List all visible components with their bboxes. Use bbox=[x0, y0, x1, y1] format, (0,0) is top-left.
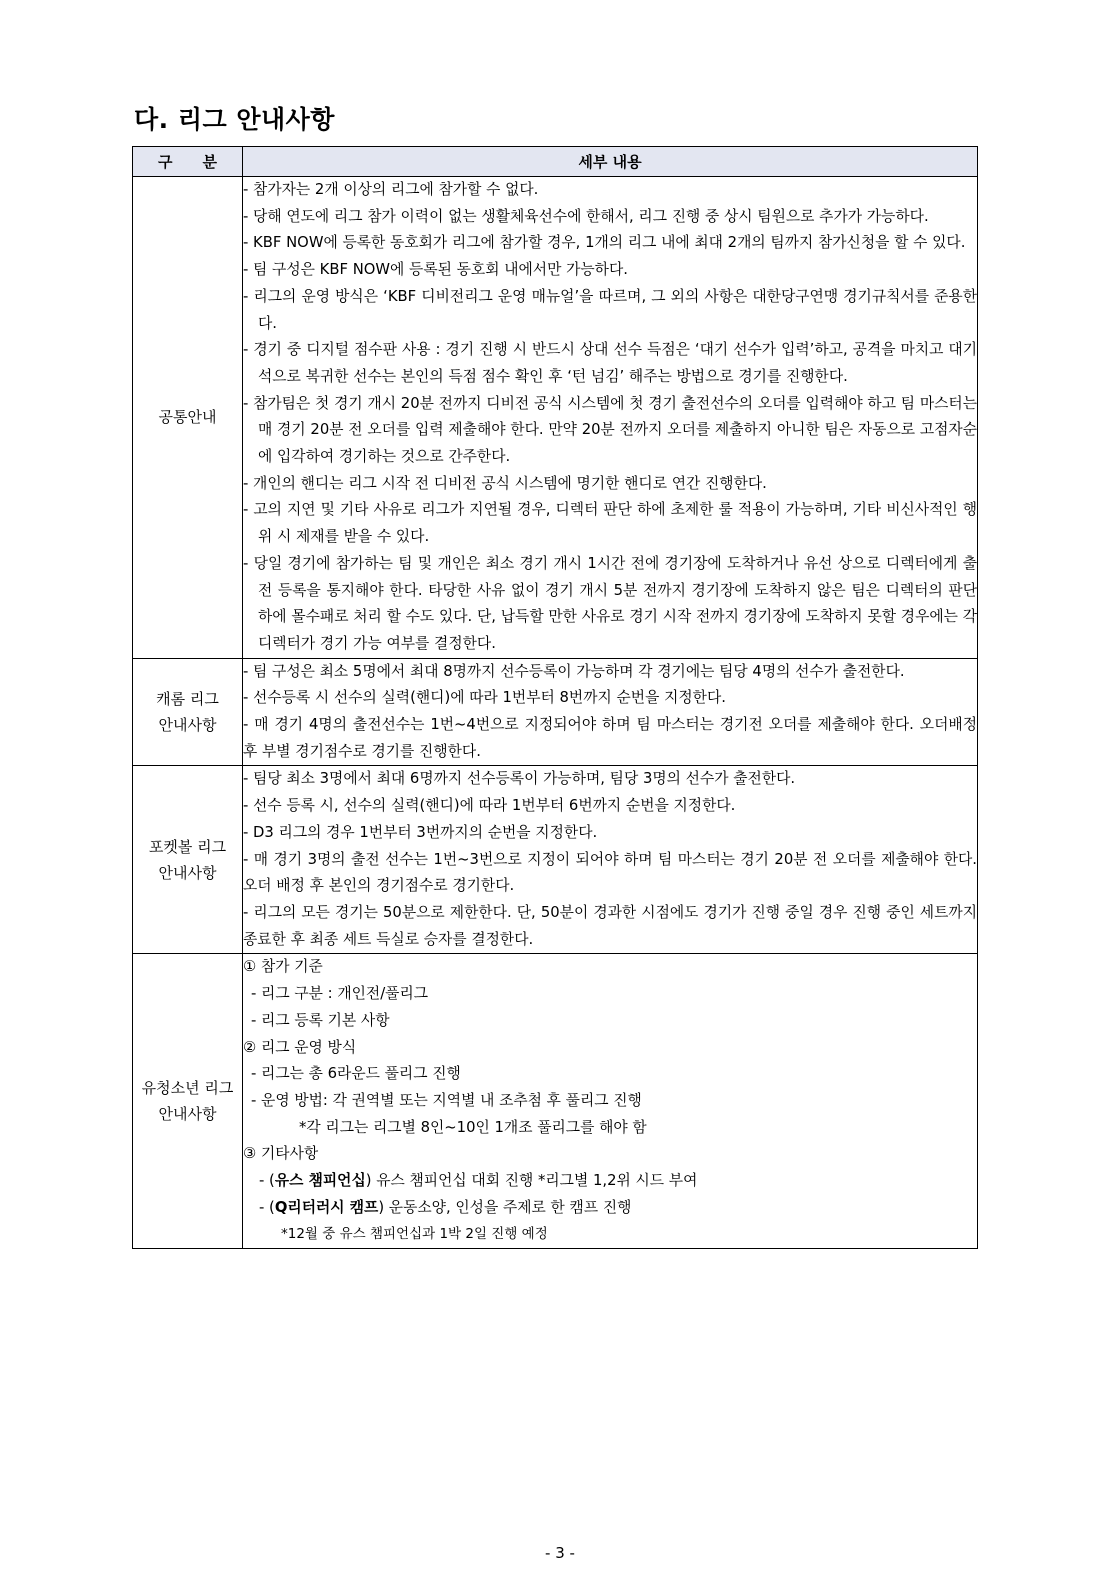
details-pocket bbox=[243, 766, 978, 954]
category-carom-line1: 캐롬 리그 bbox=[156, 690, 219, 709]
common-item: - 당일 경기에 참가하는 팀 및 개인은 최소 경기 개시 1시간 전에 경기장에 도착하거나 유선 상으로 디렉터에게 출전 등록을 통지해야 한다. 타당한 사유 없이 경기 개시 5분 전까지 경기장에 도착하지 않은 팀은 디렉터의 판단 하에 몰수패로 처리 할 수도 있다. 단, 납득할 만한 사유로 경기 시작 전까지 경기장에 도착하지 못할 경우에는 각 디렉터가 경기 가능 여부를 결정한다. bbox=[243, 554, 977, 652]
category-carom-line2: 안내사항 bbox=[158, 716, 217, 735]
common-item: - 리그의 운영 방식은 ‘KBF 디비전리그 운영 매뉴얼’을 따르며, 그 외의 사항은 대한당구연맹 경기규칙서를 준용한다. bbox=[243, 287, 977, 332]
details-carom bbox=[243, 658, 978, 766]
common-item: - 당해 연도에 리그 참가 이력이 없는 생활체육선수에 한해서, 리그 진행 중 상시 팀원으로 추가가 가능하다. bbox=[243, 207, 929, 225]
table-row-common bbox=[133, 177, 978, 659]
category-common: 공통안내 bbox=[133, 177, 243, 659]
championship-open: - ( bbox=[259, 1172, 275, 1190]
table-row-carom bbox=[133, 658, 978, 766]
league-guide-table bbox=[132, 146, 978, 1249]
camp-open: - ( bbox=[259, 1198, 275, 1216]
page-number: - 3 - bbox=[545, 1544, 575, 1562]
pocket-item: - 선수 등록 시, 선수의 실력(핸디)에 따라 1번부터 6번까지 순번을 지정한다. bbox=[243, 797, 736, 815]
youth-criteria-item: - 리그 등록 기본 사항 bbox=[251, 1011, 390, 1029]
common-item: - KBF NOW에 등록한 동호회가 리그에 참가할 경우, 1개의 리그 내에 최대 2개의 팀까지 참가신청을 할 수 있다. bbox=[243, 234, 966, 252]
pocket-item: - D3 리그의 경우 1번부터 3번까지의 순번을 지정한다. bbox=[243, 823, 598, 841]
common-item: - 팀 구성은 KBF NOW에 등록된 동호회 내에서만 가능하다. bbox=[243, 261, 628, 279]
youth-camp-item bbox=[243, 1195, 977, 1222]
category-carom bbox=[133, 658, 243, 766]
common-item: - 경기 중 디지털 점수판 사용 : 경기 진행 시 반드시 상대 선수 득점은 ‘대기 선수가 입력’하고, 공격을 마치고 대기석으로 복귀한 선수는 본인의 득점 점수 확인 후 ‘턴 넘김’ 해주는 방법으로 경기를 진행한다. bbox=[243, 341, 977, 385]
championship-name: 유스 챔피언십 bbox=[274, 1172, 366, 1190]
youth-criteria-heading: ① 참가 기준 bbox=[243, 958, 323, 976]
carom-item: - 매 경기 4명의 출전선수는 1번~4번으로 지정되어야 하며 팀 마스터는 경기전 오더를 제출해야 한다. 오더배정 후 부별 경기점수로 경기를 진행한다. bbox=[243, 716, 977, 760]
championship-rest: ) 유스 챔피언십 대회 진행 *리그별 1,2위 시드 부여 bbox=[365, 1172, 698, 1190]
camp-name: Q리터러시 캠프 bbox=[274, 1198, 379, 1216]
table-row-youth bbox=[133, 954, 978, 1249]
youth-operation-item: - 운영 방법: 각 권역별 또는 지역별 내 조추첨 후 풀리그 진행 bbox=[251, 1091, 642, 1109]
youth-camp-note: *12월 중 유스 챔피언십과 1박 2일 진행 예정 bbox=[281, 1226, 548, 1243]
youth-operation-item: - 리그는 총 6라운드 풀리그 진행 bbox=[251, 1065, 461, 1083]
carom-item: - 팀 구성은 최소 5명에서 최대 8명까지 선수등록이 가능하며 각 경기에는 팀당 4명의 선수가 출전한다. bbox=[243, 662, 905, 680]
common-item: - 참가자는 2개 이상의 리그에 참가할 수 없다. bbox=[243, 181, 539, 198]
section-title: 다. 리그 안내사항 bbox=[134, 105, 335, 134]
category-youth-line1: 유청소년 리그 bbox=[141, 1079, 234, 1098]
pocket-item: - 팀당 최소 3명에서 최대 6명까지 선수등록이 가능하며, 팀당 3명의 선수가 출전한다. bbox=[243, 770, 796, 788]
category-pocket-line2: 안내사항 bbox=[158, 863, 217, 882]
youth-etc-heading: ③ 기타사항 bbox=[243, 1145, 319, 1163]
header-details: 세부 내용 bbox=[243, 147, 978, 177]
youth-operation-heading: ② 리그 운영 방식 bbox=[243, 1038, 357, 1056]
carom-item: - 선수등록 시 선수의 실력(핸디)에 따라 1번부터 8번까지 순번을 지정한다. bbox=[243, 689, 726, 707]
header-category: 구 분 bbox=[133, 147, 243, 177]
details-common bbox=[243, 177, 978, 659]
table-row-pocket bbox=[133, 766, 978, 954]
common-item: - 고의 지연 및 기타 사유로 리그가 지연될 경우, 디렉터 판단 하에 초제한 룰 적용이 가능하며, 기타 비신사적인 행위 시 제재를 받을 수 있다. bbox=[243, 501, 977, 546]
camp-rest: ) 운동소양, 인성을 주제로 한 캠프 진행 bbox=[378, 1198, 632, 1216]
common-item: - 참가팀은 첫 경기 개시 20분 전까지 디비전 공식 시스템에 첫 경기 출전선수의 오더를 입력해야 하고 팀 마스터는 매 경기 20분 전 오더를 입력 제출해야 한다. 만약 20분 전까지 오더를 제출하지 아니한 팀은 자동으로 고점자순에 입각하여 경기하는 것으로 간주한다. bbox=[243, 394, 977, 466]
youth-criteria-item: - 리그 구분 : 개인전/풀리그 bbox=[251, 985, 429, 1003]
youth-operation-note: *각 리그는 리그별 8인~10인 1개조 풀리그를 해야 함 bbox=[299, 1118, 647, 1136]
category-pocket bbox=[133, 766, 243, 954]
category-pocket-line1: 포켓볼 리그 bbox=[148, 837, 227, 856]
youth-championship-item bbox=[243, 1168, 977, 1195]
category-youth-line2: 안내사항 bbox=[158, 1105, 217, 1124]
category-youth bbox=[133, 954, 243, 1249]
details-youth bbox=[243, 954, 978, 1249]
table-header-row bbox=[133, 147, 978, 177]
pocket-item: - 매 경기 3명의 출전 선수는 1번~3번으로 지정이 되어야 하며 팀 마스터는 경기 20분 전 오더를 제출해야 한다. 오더 배정 후 본인의 경기점수로 경기한다. bbox=[243, 850, 977, 895]
common-item: - 개인의 핸디는 리그 시작 전 디비전 공식 시스템에 명기한 핸디로 연간 진행한다. bbox=[243, 474, 767, 492]
pocket-item: - 리그의 모든 경기는 50분으로 제한한다. 단, 50분이 경과한 시점에도 경기가 진행 중일 경우 진행 중인 세트까지 종료한 후 최종 세트 득실로 승자를 결정한다. bbox=[243, 903, 977, 948]
